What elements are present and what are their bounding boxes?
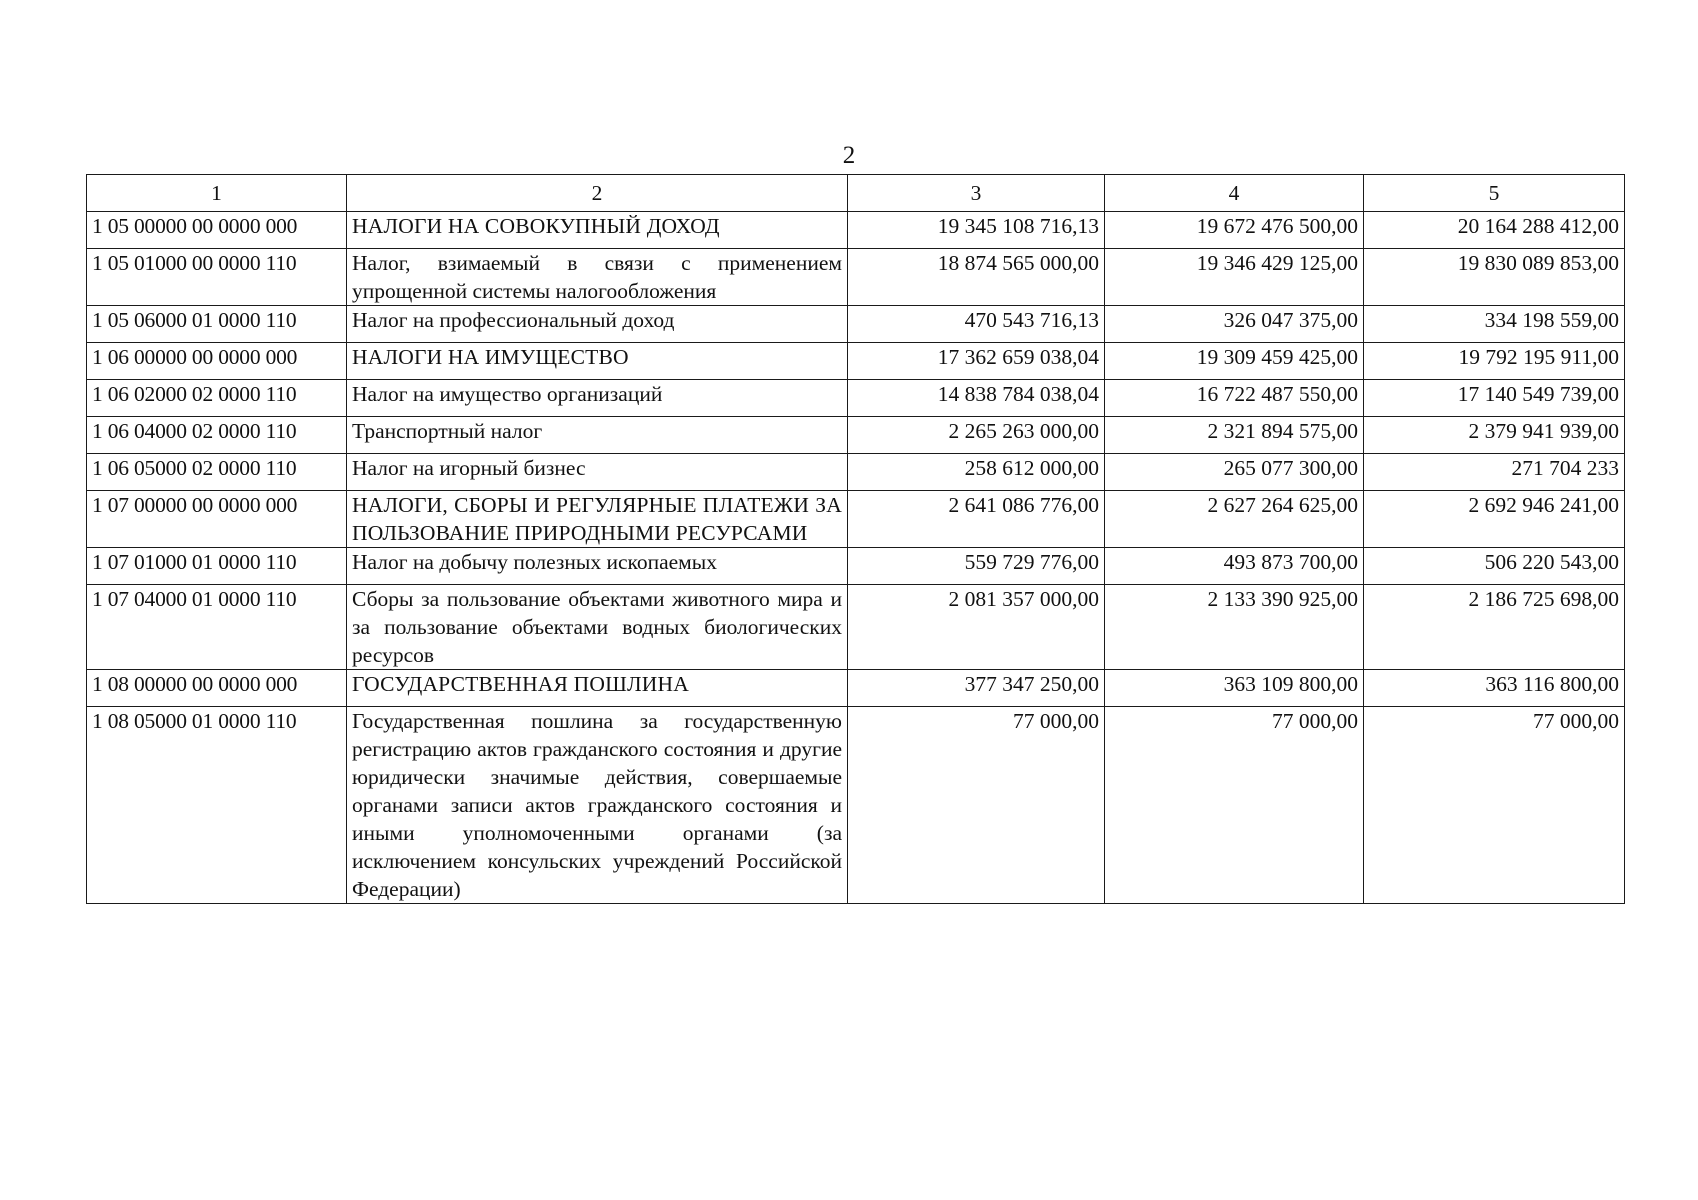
table-row [87,380,1625,417]
row-value-col5: 77 000,00 [1364,707,1625,904]
row-value-col4: 16 722 487 550,00 [1105,380,1364,417]
revenue-table [86,174,1625,904]
row-value-col3: 18 874 565 000,00 [848,249,1105,306]
row-value-col4: 265 077 300,00 [1105,454,1364,491]
column-header-2: 2 [347,175,848,212]
column-header-1: 1 [87,175,347,212]
row-code: 1 05 06000 01 0000 110 [87,306,347,343]
table-row [87,585,1625,670]
page-number: 2 [842,142,856,169]
table-row [87,306,1625,343]
row-name: НАЛОГИ НА СОВОКУПНЫЙ ДОХОД [347,212,848,249]
row-name: Транспортный налог [347,417,848,454]
row-value-col3: 14 838 784 038,04 [848,380,1105,417]
row-value-col3: 17 362 659 038,04 [848,343,1105,380]
row-value-col3: 559 729 776,00 [848,548,1105,585]
row-value-col5: 506 220 543,00 [1364,548,1625,585]
row-name: Сборы за пользование объектами животного мира и за пользование объектами водных биологических ресурсов [347,585,848,670]
row-name: Государственная пошлина за государственную регистрацию актов гражданского состояния и другие юридически значимые действия, совершаемые органами записи актов гражданского состояния и иными уполномоченными органами (за исключением консульских учреждений Российской Федерации) [347,707,848,904]
row-value-col5: 19 830 089 853,00 [1364,249,1625,306]
row-name: ГОСУДАРСТВЕННАЯ ПОШЛИНА [347,670,848,707]
table-row [87,417,1625,454]
row-value-col3: 2 081 357 000,00 [848,585,1105,670]
row-value-col5: 2 692 946 241,00 [1364,491,1625,548]
row-value-col5: 363 116 800,00 [1364,670,1625,707]
table-row [87,249,1625,306]
row-value-col3: 77 000,00 [848,707,1105,904]
row-value-col4: 19 672 476 500,00 [1105,212,1364,249]
row-name: Налог на профессиональный доход [347,306,848,343]
table-header-row [87,175,1625,212]
row-code: 1 06 05000 02 0000 110 [87,454,347,491]
table-row [87,212,1625,249]
row-code: 1 06 02000 02 0000 110 [87,380,347,417]
row-value-col5: 20 164 288 412,00 [1364,212,1625,249]
row-code: 1 07 04000 01 0000 110 [87,585,347,670]
row-value-col5: 334 198 559,00 [1364,306,1625,343]
row-name: Налог на имущество организаций [347,380,848,417]
table-row [87,548,1625,585]
row-value-col4: 2 627 264 625,00 [1105,491,1364,548]
row-value-col4: 2 133 390 925,00 [1105,585,1364,670]
table-row [87,343,1625,380]
row-value-col4: 19 309 459 425,00 [1105,343,1364,380]
row-code: 1 08 00000 00 0000 000 [87,670,347,707]
row-name: Налог на игорный бизнес [347,454,848,491]
row-value-col3: 258 612 000,00 [848,454,1105,491]
table-row [87,491,1625,548]
row-code: 1 06 04000 02 0000 110 [87,417,347,454]
row-code: 1 05 00000 00 0000 000 [87,212,347,249]
row-value-col3: 2 265 263 000,00 [848,417,1105,454]
table-row [87,707,1625,904]
column-header-3: 3 [848,175,1105,212]
row-code: 1 07 01000 01 0000 110 [87,548,347,585]
row-code: 1 06 00000 00 0000 000 [87,343,347,380]
row-name: НАЛОГИ, СБОРЫ И РЕГУЛЯРНЫЕ ПЛАТЕЖИ ЗА ПОЛЬЗОВАНИЕ ПРИРОДНЫМИ РЕСУРСАМИ [347,491,848,548]
table-row [87,454,1625,491]
row-value-col4: 19 346 429 125,00 [1105,249,1364,306]
table-row [87,670,1625,707]
row-value-col5: 17 140 549 739,00 [1364,380,1625,417]
row-value-col3: 470 543 716,13 [848,306,1105,343]
row-value-col3: 377 347 250,00 [848,670,1105,707]
row-value-col4: 326 047 375,00 [1105,306,1364,343]
row-value-col4: 493 873 700,00 [1105,548,1364,585]
row-value-col5: 2 379 941 939,00 [1364,417,1625,454]
row-value-col5: 2 186 725 698,00 [1364,585,1625,670]
row-value-col5: 271 704 233 [1364,454,1625,491]
column-header-4: 4 [1105,175,1364,212]
row-value-col4: 363 109 800,00 [1105,670,1364,707]
row-code: 1 05 01000 00 0000 110 [87,249,347,306]
row-name: Налог на добычу полезных ископаемых [347,548,848,585]
row-value-col5: 19 792 195 911,00 [1364,343,1625,380]
row-value-col3: 2 641 086 776,00 [848,491,1105,548]
column-header-5: 5 [1364,175,1625,212]
row-code: 1 08 05000 01 0000 110 [87,707,347,904]
row-value-col4: 77 000,00 [1105,707,1364,904]
row-name: Налог, взимаемый в связи с применением упрощенной системы налогообложения [347,249,848,306]
row-name: НАЛОГИ НА ИМУЩЕСТВО [347,343,848,380]
row-value-col4: 2 321 894 575,00 [1105,417,1364,454]
row-value-col3: 19 345 108 716,13 [848,212,1105,249]
row-code: 1 07 00000 00 0000 000 [87,491,347,548]
